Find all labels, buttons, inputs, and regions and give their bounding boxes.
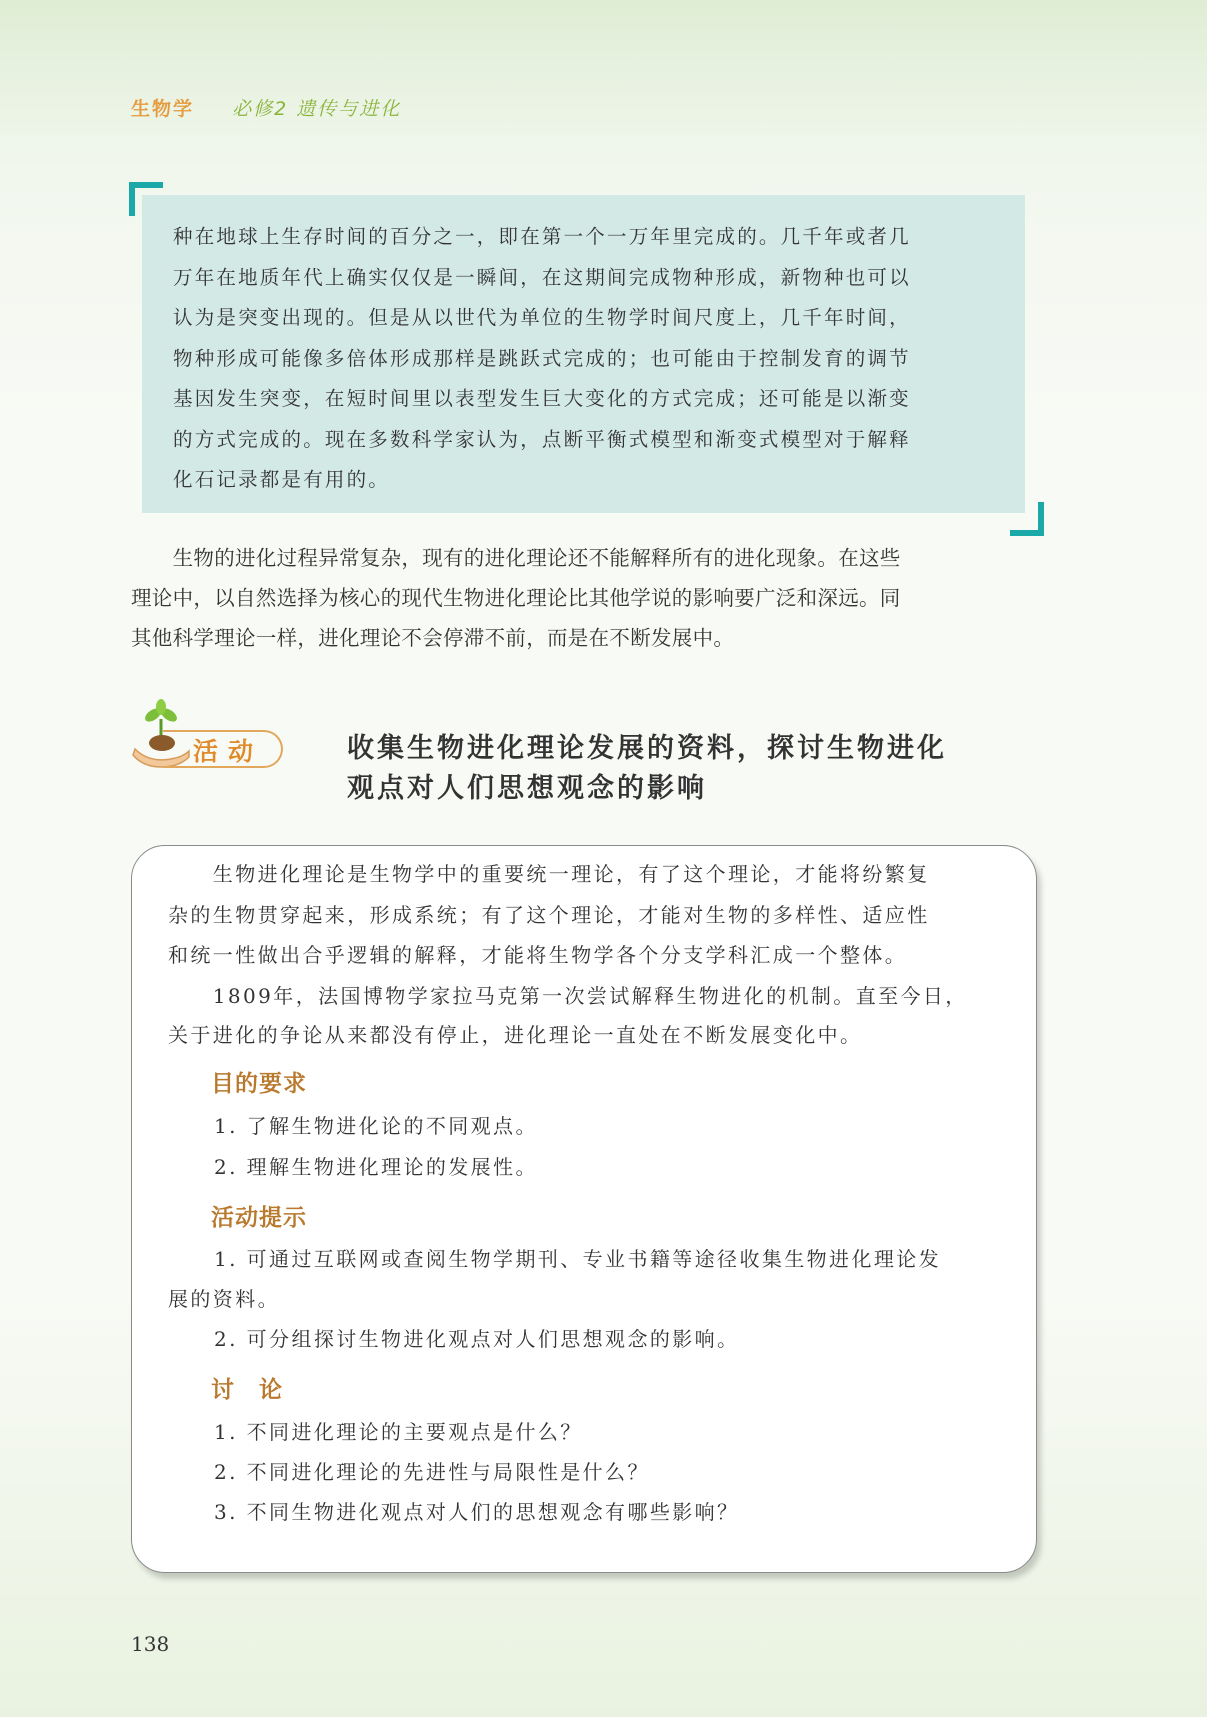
body-line: 其他科学理论一样，进化理论不会停滞不前，而是在不断发展中。 (131, 626, 735, 650)
tip-line: 1. 可通过互联网或查阅生物学期刊、专业书籍等途径收集生物进化理论发 (214, 1247, 942, 1271)
activity-title-line: 收集生物进化理论发展的资料，探讨生物进化 (347, 733, 947, 764)
quote-corner-bottom-right (1010, 502, 1044, 536)
intro-line: 杂的生物贯穿起来，形成系统；有了这个理论，才能对生物的多样性、适应性 (168, 903, 930, 927)
activity-badge-label: 活动 (193, 737, 264, 766)
quote-line: 认为是突变出现的。但是从以世代为单位的生物学时间尺度上，几千年时间， (173, 306, 911, 329)
goal-item: 1. 了解生物进化论的不同观点。 (214, 1114, 538, 1138)
discussion-heading: 讨 论 (211, 1377, 283, 1403)
goals-heading: 目的要求 (211, 1071, 307, 1097)
quote-line: 种在地球上生存时间的百分之一，即在第一个一万年里完成的。几千年或者几 (173, 225, 911, 248)
quote-line: 化石记录都是有用的。 (173, 468, 391, 491)
quote-line: 物种形成可能像多倍体形成那样是跳跃式完成的；也可能由于控制发育的调节 (173, 346, 911, 370)
quote-line: 万年在地质年代上确实仅仅是一瞬间，在这期间完成物种形成，新物种也可以 (173, 265, 911, 289)
subject-title: 生物学 (131, 98, 195, 120)
volume-title: 必修2 遗传与进化 (232, 98, 402, 120)
quote-box (142, 195, 1025, 513)
activity-card (131, 845, 1037, 1573)
body-paragraph (131, 538, 1041, 658)
discussion-item: 1. 不同进化理论的主要观点是什么？ (214, 1420, 583, 1444)
quote-line: 基因发生突变，在短时间里以表型发生巨大变化的方式完成；还可能是以渐变 (173, 387, 911, 410)
running-head (131, 94, 401, 120)
tip-line: 2. 可分组探讨生物进化观点对人们思想观念的影响。 (214, 1327, 740, 1351)
activity-title-line: 观点对人们思想观念的影响 (347, 773, 707, 804)
goal-item: 2. 理解生物进化理论的发展性。 (214, 1155, 538, 1179)
activity-title (347, 729, 1047, 809)
discussion-item: 3. 不同生物进化观点对人们的思想观念有哪些影响？ (214, 1500, 740, 1524)
intro-line: 1809年，法国博物学家拉马克第一次尝试解释生物进化的机制。直至今日， (168, 984, 968, 1008)
intro-line: 和统一性做出合乎逻辑的解释，才能将生物学各个分支学科汇成一个整体。 (168, 943, 908, 967)
tip-line: 展的资料。 (168, 1287, 280, 1311)
intro-line: 生物进化理论是生物学中的重要统一理论，有了这个理论，才能将纷繁复 (168, 862, 930, 886)
activity-badge (131, 697, 286, 773)
page-number: 138 (131, 1632, 170, 1656)
body-line: 生物的进化过程异常复杂，现有的进化理论还不能解释所有的进化现象。在这些 (131, 546, 901, 570)
discussion-item: 2. 不同进化理论的先进性与局限性是什么？ (214, 1460, 650, 1484)
quote-line: 的方式完成的。现在多数科学家认为，点断平衡式模型和渐变式模型对于解释 (173, 427, 911, 451)
intro-line: 关于进化的争论从来都没有停止，进化理论一直处在不断发展变化中。 (168, 1023, 863, 1047)
body-line: 理论中，以自然选择为核心的现代生物进化理论比其他学说的影响要广泛和深远。同 (131, 586, 901, 610)
tips-heading: 活动提示 (211, 1205, 307, 1231)
